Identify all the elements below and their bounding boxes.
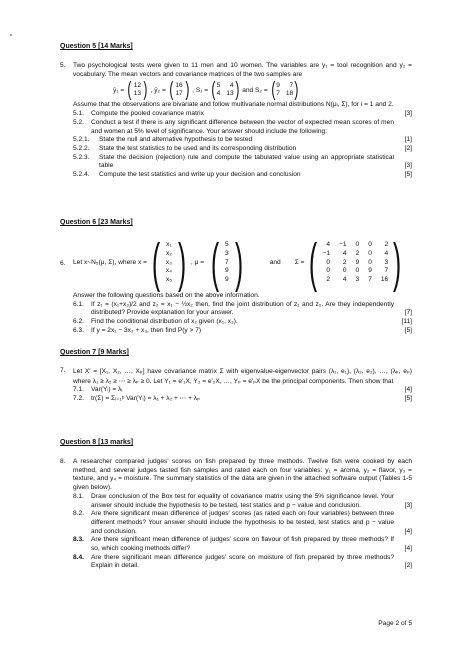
item-marks: [3]	[404, 110, 412, 118]
question-item	[73, 145, 412, 154]
vector-entry: 9	[225, 267, 229, 275]
matrix-entry: 9	[276, 81, 280, 89]
item-label: 6.2.	[73, 318, 84, 326]
vector-entry: x₅	[165, 276, 172, 284]
q5-vectors	[113, 80, 412, 100]
matrix-entry: 4	[384, 249, 389, 257]
item-text: Draw conclusion of the Box test for equality of covariance matrix using the 5% significance level. Your answer should include the hypothesis to be tested, test statics and p − value and conclusion.	[91, 492, 394, 509]
q6-let-text: Let x~N₅(μ, Σ), where x =	[73, 258, 147, 266]
matrix-entry: 13	[226, 90, 234, 98]
matrix-entry: 0	[368, 258, 372, 266]
item-marks: [2]	[404, 562, 412, 570]
item-text: State the null and alternative hypothesis to be tested	[99, 136, 253, 144]
question-item	[73, 554, 412, 571]
q5-block	[60, 62, 412, 180]
item-text: Conduct a test if there is any significant difference between the vector of expected mean scores of men and women at 5% level of significance. Your answer should include the following:	[91, 118, 394, 135]
q5-heading: Question 5 [14 Marks]	[60, 43, 133, 50]
item-label: 7.1.	[73, 386, 84, 394]
matrix-entry: 0	[355, 241, 360, 249]
matrix-entry: 5	[216, 81, 221, 89]
matrix-entry: 0	[326, 258, 330, 266]
item-marks: [3]	[404, 162, 412, 170]
question-item	[73, 395, 412, 404]
item-label: 5.2.	[73, 118, 84, 126]
mu-label: , μ =	[190, 258, 205, 266]
q5-assumption: Assume that the observations are bivariate and follow multivariate normal distributions N(μᵢ, Σ), for i = 1 and 2.	[73, 101, 394, 109]
item-text: Compute the pooled covariance matrix	[91, 110, 204, 118]
s2-matrix: ( 9 7 7 18 )	[270, 79, 299, 102]
matrix-entry: 0	[326, 267, 330, 275]
s1-label: , S₁ =	[192, 87, 209, 95]
q5-number: 5.	[60, 62, 66, 69]
item-marks: [5]	[404, 326, 412, 334]
vector-entry: 9	[225, 276, 229, 284]
vector-entry: 13	[133, 90, 142, 98]
matrix-entry: 2	[342, 258, 347, 266]
vector-entry: x₁	[166, 241, 172, 249]
item-text: State the test statistics to be used and its corresponding distribution	[99, 144, 297, 152]
item-label: 5.2.4.	[73, 171, 90, 179]
question-item	[73, 119, 412, 136]
item-label: 8.2.	[73, 510, 84, 518]
item-label: 5.2.2.	[73, 144, 90, 152]
item-marks: [7]	[404, 309, 412, 317]
matrix-entry: 2	[355, 249, 360, 257]
item-text: Are there significant mean difference judges' score on moisture of fish prepared by three methods? Explain in detail.	[91, 553, 394, 570]
vector-entry: x₂	[165, 249, 172, 257]
item-marks: [5]	[404, 394, 412, 402]
vector-entry: 12	[133, 81, 142, 89]
vector-entry: x₃	[165, 258, 172, 266]
question-item	[73, 301, 412, 318]
and-text: and	[269, 258, 281, 266]
q8-heading: Question 8 [13 marks]	[60, 439, 134, 446]
matrix-entry: 4	[216, 90, 221, 98]
item-text: If z₁ = (x₁+x₃)/2 and z₂ = x₁ − ½x₂ then, find the joint distribution of z₁ and z₂. Are they independently distributed? Provide explanation for your answer.	[91, 300, 394, 317]
vector-entry: 16	[175, 81, 183, 89]
q8-block	[60, 458, 412, 571]
question-item	[73, 510, 412, 536]
q7-items	[73, 386, 412, 403]
item-label: 5.1.	[73, 110, 84, 118]
ybar2-vector: ( 16 17 )	[168, 79, 189, 102]
matrix-entry: −1	[322, 249, 330, 257]
matrix-entry: 0	[355, 267, 360, 275]
q6-distribution	[73, 234, 412, 292]
item-text: Are there significant mean difference of judges' score on flavour of fish prepared by three methods? If so, which cooking methods differ?	[91, 536, 394, 553]
q7-number: 7.	[60, 367, 66, 374]
ybar1-vector: ( 12 13 )	[127, 79, 148, 102]
q8-number: 8.	[60, 458, 66, 465]
matrix-entry: 4	[342, 249, 347, 257]
matrix-entry: 9	[368, 267, 372, 275]
vector-entry: 5	[225, 241, 229, 249]
matrix-entry: 9	[355, 258, 360, 266]
item-text: Var(Yᵢ) = λᵢ	[91, 386, 123, 394]
matrix-entry: 7	[276, 90, 280, 98]
item-text: tr(Σ) = Σᵢ₌₁ᵖ Var(Yᵢ) = λ₁ + λ₂ + ⋯ + λₚ	[91, 394, 200, 402]
vector-entry: x₄	[165, 267, 172, 275]
vector-entry: 17	[175, 90, 183, 98]
matrix-entry: 0	[368, 249, 372, 257]
matrix-entry: 18	[285, 90, 294, 98]
question-item	[73, 318, 412, 327]
item-marks: [3]	[404, 501, 412, 509]
vector-entry: 3	[225, 249, 229, 257]
question-item	[73, 154, 412, 171]
item-label: 8.3.	[73, 536, 84, 544]
question-item	[73, 386, 412, 395]
matrix-entry: 3	[355, 276, 360, 284]
s2-label: and S₂ =	[242, 87, 268, 95]
q6-heading: Question 6 [23 Marks]	[60, 219, 133, 226]
q7-heading: Question 7 [9 Marks]	[60, 349, 129, 356]
item-marks: [11]	[401, 318, 412, 326]
item-text: Compute the test statistics and write up your decision and conclusion	[99, 171, 301, 179]
item-text: If y = 2x₁ − 3x₂ + x₃, then find P(y > 7)	[91, 326, 202, 334]
q7-block	[60, 367, 412, 404]
q6-block	[60, 234, 412, 336]
item-marks: [4]	[404, 527, 412, 535]
q6-number: 6.	[60, 260, 66, 267]
vector-entry: 7	[225, 258, 229, 266]
matrix-entry: 0	[368, 241, 372, 249]
page-number: Page 2 of 5	[378, 620, 412, 627]
item-label: 6.3.	[73, 326, 84, 334]
matrix-entry: 4	[326, 241, 330, 249]
item-label: 8.1.	[73, 492, 84, 500]
item-label: 6.1.	[73, 300, 84, 308]
matrix-entry: 4	[342, 276, 347, 284]
item-label: 5.2.1.	[73, 136, 90, 144]
item-text: State the decision (rejection) rule and compute the tabulated value using an appropriate statistical table	[99, 153, 394, 170]
matrix-entry: 7	[384, 267, 389, 275]
question-item	[73, 110, 412, 119]
item-marks: [4]	[404, 545, 412, 553]
q7-intro: Let X′ = [X₁, X₂, …, Xₚ] have covariance matrix Σ with eigenvalue-eigenvector pairs (λ₁, e₁), (λ₂, e₂), …, (λₚ, eₚ) where λ₁ ≥ λ₂ ≥ ⋯ ≥ λₚ ≥ 0. Let Y₁ = e′₁X, Y₂ = e′₂X, …, Yₚ = e′ₚX be the principal components. Then show that	[73, 368, 412, 385]
item-text: Are there significant mean difference of judges' scores (as rated each on four variables) between three different methods? Your answer should include the hypothesis to be tested, test statics and p − value and conclusion.	[91, 510, 394, 535]
mu-vector: ( 5 3 7 9 9 )	[211, 233, 243, 293]
question-item	[73, 136, 412, 145]
sigma-matrix: ( 4 −1 0 0 2 −1 4 2 0 4 0 2 9 0 3 0 0 0 9 7 2 4 3 7 16 )	[309, 233, 402, 293]
sigma-label: Σ =	[294, 258, 305, 266]
s1-matrix: ( 5 4 4 13 )	[211, 79, 240, 102]
matrix-entry: 0	[342, 267, 347, 275]
x-vector: ( x₁ x₂ x₃ x₄ x₅ )	[151, 233, 186, 293]
matrix-entry: −1	[339, 241, 347, 249]
item-marks: [1]	[404, 136, 412, 144]
item-marks: [5]	[404, 171, 412, 179]
q6-items	[73, 301, 412, 336]
matrix-entry: 7	[368, 276, 372, 284]
q6-after: Answer the following questions based on the above information.	[73, 292, 260, 299]
q5-intro: Two psychological tests were given to 11 men and 10 women. The variables are y₁ = tool recognition and y₂ = vocabulary. The mean vectors and covariance matrices of the two samples are	[73, 62, 412, 78]
ybar1-label: ȳ₁ =	[113, 87, 125, 95]
item-text: Find the conditional distribution of x₂ given (x₁, x₃).	[91, 318, 238, 326]
question-item	[73, 327, 412, 336]
matrix-entry: 2	[384, 241, 389, 249]
q5-items	[73, 110, 412, 180]
item-marks: [2]	[404, 144, 412, 152]
matrix-entry: 4	[230, 81, 234, 89]
scan-dot	[10, 34, 12, 36]
item-marks: [4]	[404, 386, 412, 394]
question-item	[73, 536, 412, 553]
matrix-entry: 16	[380, 276, 389, 284]
q8-items	[73, 493, 412, 571]
q8-intro: A researcher compared judges' scores on fish prepared by three methods. Twelve fish were cooked by each method, and several judges tasted fish samples and rated each on four variables: y₁ = aroma, y₂ = flavor, y₃ = texture, and y₄ = moisture. The summary statistics of the data are given in the attached software output (Tables 1-5 given below).	[73, 458, 412, 492]
matrix-entry: 7	[289, 81, 294, 89]
ybar2-label: , ȳ₂ =	[150, 87, 166, 95]
matrix-entry: 2	[326, 276, 330, 284]
item-label: 5.2.3.	[73, 153, 90, 161]
question-item	[73, 171, 412, 180]
item-label: 8.4.	[73, 553, 84, 561]
question-item	[73, 493, 412, 510]
matrix-entry: 3	[384, 258, 389, 266]
item-label: 7.2.	[73, 394, 84, 402]
